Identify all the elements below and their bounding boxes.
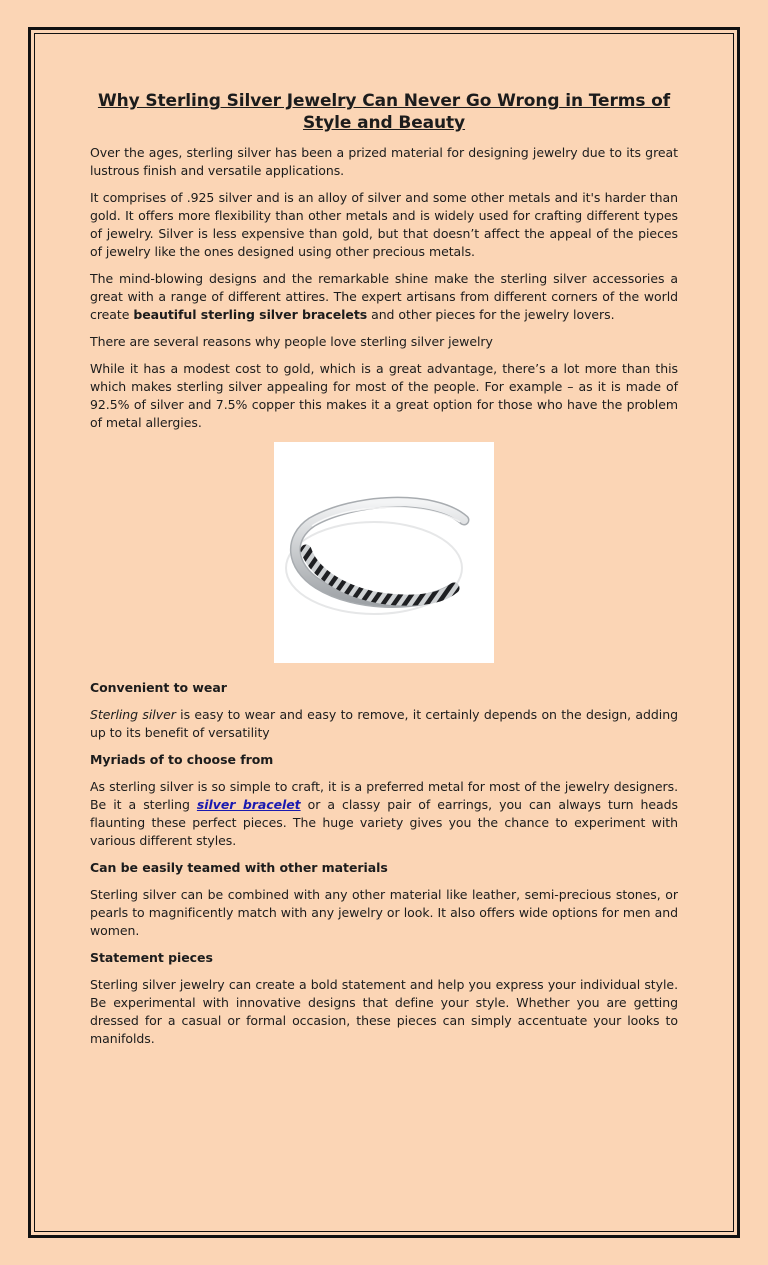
convenient-paragraph [90, 706, 678, 742]
designs-text-after: and other pieces for the jewelry lovers. [367, 307, 615, 322]
heading-myriads: Myriads of to choose from [90, 752, 274, 767]
page-title: Why Sterling Silver Jewelry Can Never Go Wrong in Terms of Style and Beauty [97, 91, 671, 133]
convenient-body: is easy to wear and easy to remove, it certainly depends on the design, adding up to its benefit of versatility [90, 707, 678, 740]
designs-paragraph [90, 270, 678, 324]
heading-teamed: Can be easily teamed with other materials [90, 860, 388, 875]
bracelet-image [274, 442, 494, 663]
sterling-silver-italic: Sterling silver [90, 707, 176, 722]
statement-paragraph: Sterling silver jewelry can create a bold statement and help you express your individual style. Be experimental with innovative designs that define your style. Whether you are getting dressed for a casual or formal occasion, these pieces can simply accentuate your looks to manifolds. [90, 977, 678, 1046]
reasons-paragraph: There are several reasons why people love sterling silver jewelry [90, 334, 493, 349]
silver-bracelet-link[interactable]: silver bracelet [196, 797, 301, 812]
bracelets-bold-text: beautiful sterling silver bracelets [133, 307, 368, 322]
myriads-text-after: or a classy pair of earrings, you can always turn heads flaunting these perfect pieces. The huge variety gives you the chance to experiment with various different styles. [90, 797, 679, 848]
silver-bracelet-illustration [274, 442, 494, 663]
document-body [90, 90, 678, 1057]
heading-statement: Statement pieces [90, 950, 213, 965]
intro-paragraph: Over the ages, sterling silver has been a prized material for designing jewelry due to its great lustrous finish and versatile applications. [90, 145, 678, 178]
designs-text-before: The mind-blowing designs and the remarkable shine make the sterling silver accessories a great with a range of different attires. The expert artisans from different corners of the world create [90, 271, 678, 322]
heading-convenient: Convenient to wear [90, 680, 227, 695]
myriads-text-before: As sterling silver is so simple to craft, it is a preferred metal for most of the jewelry designers. Be it a sterling [90, 779, 678, 812]
composition-paragraph: It comprises of .925 silver and is an alloy of silver and some other metals and it's harder than gold. It offers more flexibility than other metals and is widely used for crafting different types of jewelry. Silver is less expensive than gold, but that doesn’t affect the appeal of the pieces of jewelry like the ones designed using other precious metals. [90, 190, 678, 259]
myriads-paragraph [90, 778, 678, 850]
teamed-paragraph: Sterling silver can be combined with any other material like leather, semi-precious stones, or pearls to magnificently match with any jewelry or look. It also offers wide options for men and women. [90, 887, 678, 938]
cost-paragraph: While it has a modest cost to gold, which is a great advantage, there’s a lot more than this which makes sterling silver appealing for most of the people. For example – as it is made of 92.5% of silver and 7.5% copper this makes it a great option for those who have the problem of metal allergies. [90, 361, 678, 430]
